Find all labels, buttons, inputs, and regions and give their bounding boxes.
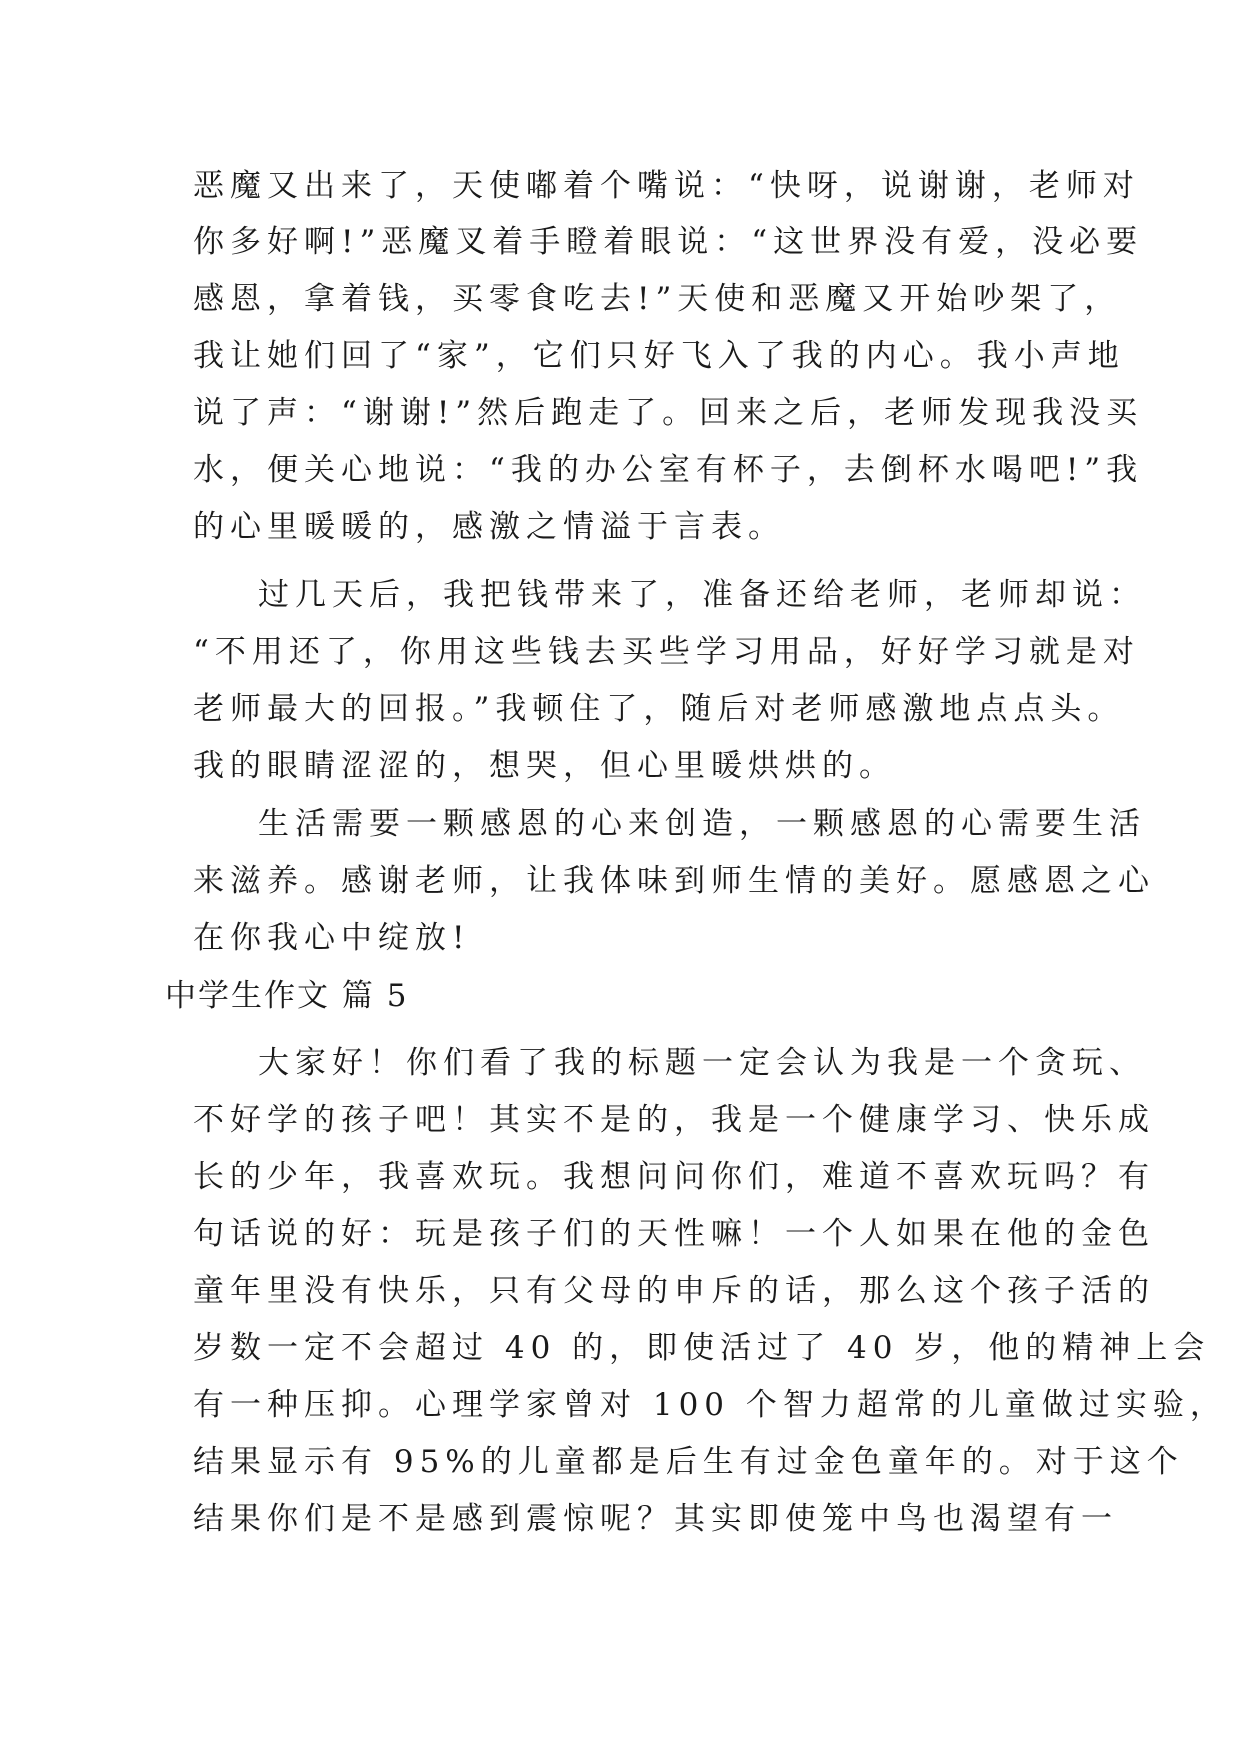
text-line-23: 结果你们是不是感到震惊呢？其实即使笼中鸟也渴望有一: [193, 1501, 1118, 1537]
text-line-3: 感恩，拿着钱，买零食吃去!”天使和恶魔又开始吵架了，: [193, 281, 1122, 317]
text-line-18: 句话说的好：玩是孩子们的天性嘛！一个人如果在他的金色: [193, 1216, 1155, 1252]
text-line-7: 的心里暖暖的，感激之情溢于言表。: [193, 509, 785, 545]
text-line-19: 童年里没有快乐，只有父母的申斥的话，那么这个孩子活的: [193, 1273, 1155, 1309]
text-line-4: 我让她们回了“家”，它们只好飞入了我的内心。我小声地: [193, 338, 1125, 374]
text-line-20: 岁数一定不会超过 40 的，即使活过了 40 岁，他的精神上会: [193, 1330, 1211, 1366]
section-heading: 中学生作文 篇 5: [165, 978, 409, 1014]
text-line-12: 生活需要一颗感恩的心来创造，一颗感恩的心需要生活: [258, 806, 1146, 842]
text-line-11: 我的眼睛涩涩的，想哭，但心里暖烘烘的。: [193, 748, 896, 784]
text-line-9: “不用还了，你用这些钱去买些学习用品，好好学习就是对: [193, 634, 1140, 670]
text-line-13: 来滋养。感谢老师，让我体味到师生情的美好。愿感恩之心: [193, 863, 1155, 899]
text-line-16: 不好学的孩子吧！其实不是的，我是一个健康学习、快乐成: [193, 1102, 1155, 1138]
text-line-2: 你多好啊!”恶魔叉着手瞪着眼说：“这世界没有爱，没必要: [193, 224, 1144, 260]
text-line-17: 长的少年，我喜欢玩。我想问问你们，难道不喜欢玩吗？有: [193, 1159, 1155, 1195]
text-line-8: 过几天后，我把钱带来了，准备还给老师，老师却说：: [258, 577, 1146, 613]
text-line-21: 有一种压抑。心理学家曾对 100 个智力超常的儿童做过实验，: [193, 1387, 1227, 1423]
text-line-1: 恶魔又出来了，天使嘟着个嘴说：“快呀，说谢谢，老师对: [193, 168, 1140, 204]
text-line-14: 在你我心中绽放!: [193, 920, 471, 956]
text-line-22: 结果显示有 95%的儿童都是后生有过金色童年的。对于这个: [193, 1444, 1184, 1480]
text-line-5: 说了声：“谢谢!”然后跑走了。回来之后，老师发现我没买: [193, 395, 1144, 431]
text-line-10: 老师最大的回报。”我顿住了，随后对老师感激地点点头。: [193, 691, 1125, 727]
text-line-15: 大家好！你们看了我的标题一定会认为我是一个贪玩、: [258, 1045, 1146, 1081]
text-line-6: 水，便关心地说：“我的办公室有杯子，去倒杯水喝吧!”我: [193, 452, 1144, 488]
